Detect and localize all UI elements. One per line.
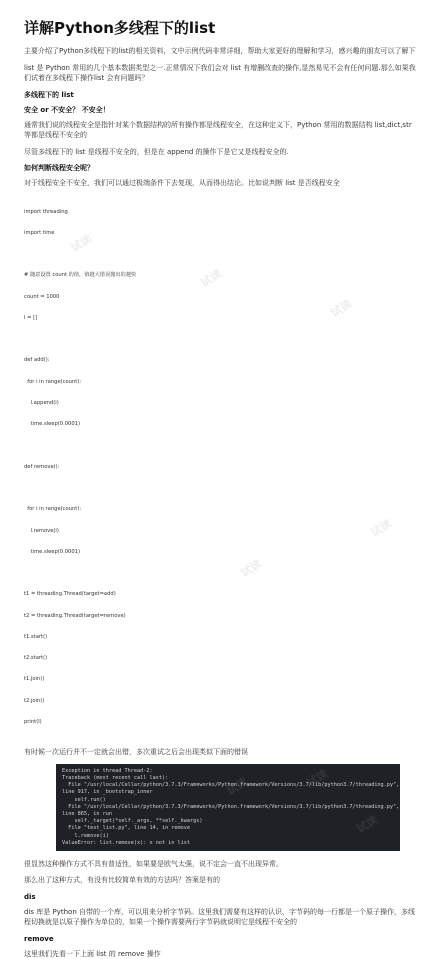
terminal-line: self._target(*self._args, **self._kwargs) [62, 818, 203, 825]
code-block-setup [24, 258, 416, 336]
paragraph: 那么出了这种方式，有没有比较简单有效的方法吗？答案是有的 [24, 876, 220, 885]
watermark: 试读 [238, 557, 265, 580]
code-line: t2 = threading.Thread(target=remove) [24, 612, 126, 619]
code-line: count = 1000 [24, 293, 60, 300]
code-line: for i in range(count): [24, 378, 82, 385]
watermark: 试读 [328, 297, 355, 320]
watermark: 试读 [368, 517, 395, 540]
paragraph: 对于线程安全不安全，我们可以通过极端条件下去复现，从而得出结论。比如说判断 list 是否线程安全 [24, 179, 340, 187]
code-block-threads [24, 577, 416, 740]
code-line: time.sleep(0.0001) [24, 421, 80, 428]
code-line: l.append(i) [24, 400, 59, 407]
code-block-add [24, 343, 416, 442]
code-line: def add(): [24, 357, 50, 364]
terminal-line: Exception in thread Thread-2: [62, 767, 153, 774]
terminal-line: l.remove(i) [62, 832, 109, 839]
code-line: t1 = threading.Thread(target=add) [24, 591, 116, 598]
paragraph: dis 库是 Python 自带的一个库，可以用来分析字节码。这里我们需要有这样的认识，字节码的每一行都是一个原子操作，多线程切换就是以原子操作为单位的，如果一个操作需要两行字节码就说明它是线程不安全的 [24, 907, 415, 927]
code-line: def remove(): [24, 463, 60, 470]
paragraph: 尽管多线程下的 list 是线程不安全的，但是在 append 的操作下是它又是线程安全的. [24, 147, 289, 156]
page-title: 详解Python多线程下的list [24, 19, 216, 37]
code-line: l.remove(i) [24, 527, 59, 534]
code-block-remove-body [24, 492, 416, 570]
code-line: t2.start() [24, 655, 48, 662]
code-line: l = [] [24, 315, 38, 321]
paragraph: 通常我们说的线程安全是指针对某个数据结构的所有操作都是线程安全，在这种定义下，Python 常用的数据结构 list,dict,str 等都是线程不安全的 [24, 120, 412, 139]
paragraph: 有时候一次运行并不一定就会出错，多次重试之后会出现类似下面的错误 [24, 748, 248, 757]
terminal-line: line 917, in _bootstrap_inner [62, 789, 153, 796]
terminal-output [56, 764, 400, 851]
watermark: 试读 [304, 766, 331, 790]
terminal-line: self.run() [62, 796, 106, 803]
paragraph: 很显然这种操作方式不具有普适性，如果要是欧气太强，说不定会一直不出现异常。 [24, 859, 283, 868]
code-line: time.sleep(0.0001) [24, 548, 80, 555]
paragraph: list 是 Python 常用的几个基本数据类型之一.正常情况下我们会对 list 有增删改查的操作,显然易见不会有任何问题.那么如果我们试着在多线程下操作list 会有问题吗？ [24, 63, 416, 82]
code-block-imports [24, 195, 416, 252]
terminal-line: File "/usr/local/Cellar/python/3.7.3/Frameworks/Python.framework/Versions/3.7/lib/python3.7/threading.py", [62, 803, 400, 810]
terminal-line: File "/usr/local/Cellar/python/3.7.3/Frameworks/Python.framework/Versions/3.7/lib/python3.7/threading.py", [62, 782, 400, 789]
section-heading-dis: dis [24, 892, 36, 901]
section-heading-list-in-threads: 多线程下的 list [24, 90, 74, 99]
code-line: # 随意设置 count 的值，值越大错误抛出的越快 [24, 272, 137, 279]
terminal-line: File "test_list.py", line 14, in remove [62, 825, 191, 832]
watermark: 试读 [198, 267, 225, 290]
terminal-line: line 865, in run [62, 810, 112, 817]
code-line: import time [24, 229, 55, 236]
terminal-line: Traceback (most recent call last): [62, 774, 169, 781]
code-line: t1.start() [24, 633, 48, 640]
watermark: 试读 [68, 232, 95, 255]
watermark: 试读 [354, 812, 381, 836]
code-line: print(l) [24, 718, 42, 725]
code-block-remove-def [24, 450, 416, 485]
section-heading-safe-unsafe: 安全 or 不安全？ 不安全！ [24, 105, 110, 114]
code-line: for i in range(count): [24, 506, 82, 513]
code-line: import threading [24, 208, 68, 215]
intro-paragraph: 主要介绍了Python多线程下的list的相关资料，文中示例代码非常详细，帮助大家更好的理解和学习，感兴趣的朋友可以了解下 [24, 47, 416, 55]
section-heading-remove: remove [24, 934, 54, 943]
paragraph: 这里我们先看一下上面 list 的 remove 操作 [24, 949, 161, 958]
terminal-line: ValueError: list.remove(x): x not in list [62, 839, 191, 846]
watermark: 试读 [224, 774, 251, 798]
code-line: t1.join() [24, 676, 45, 683]
code-line: t2.join() [24, 697, 45, 704]
section-heading-how-to-judge: 如何判断线程安全呢？ [24, 164, 94, 172]
